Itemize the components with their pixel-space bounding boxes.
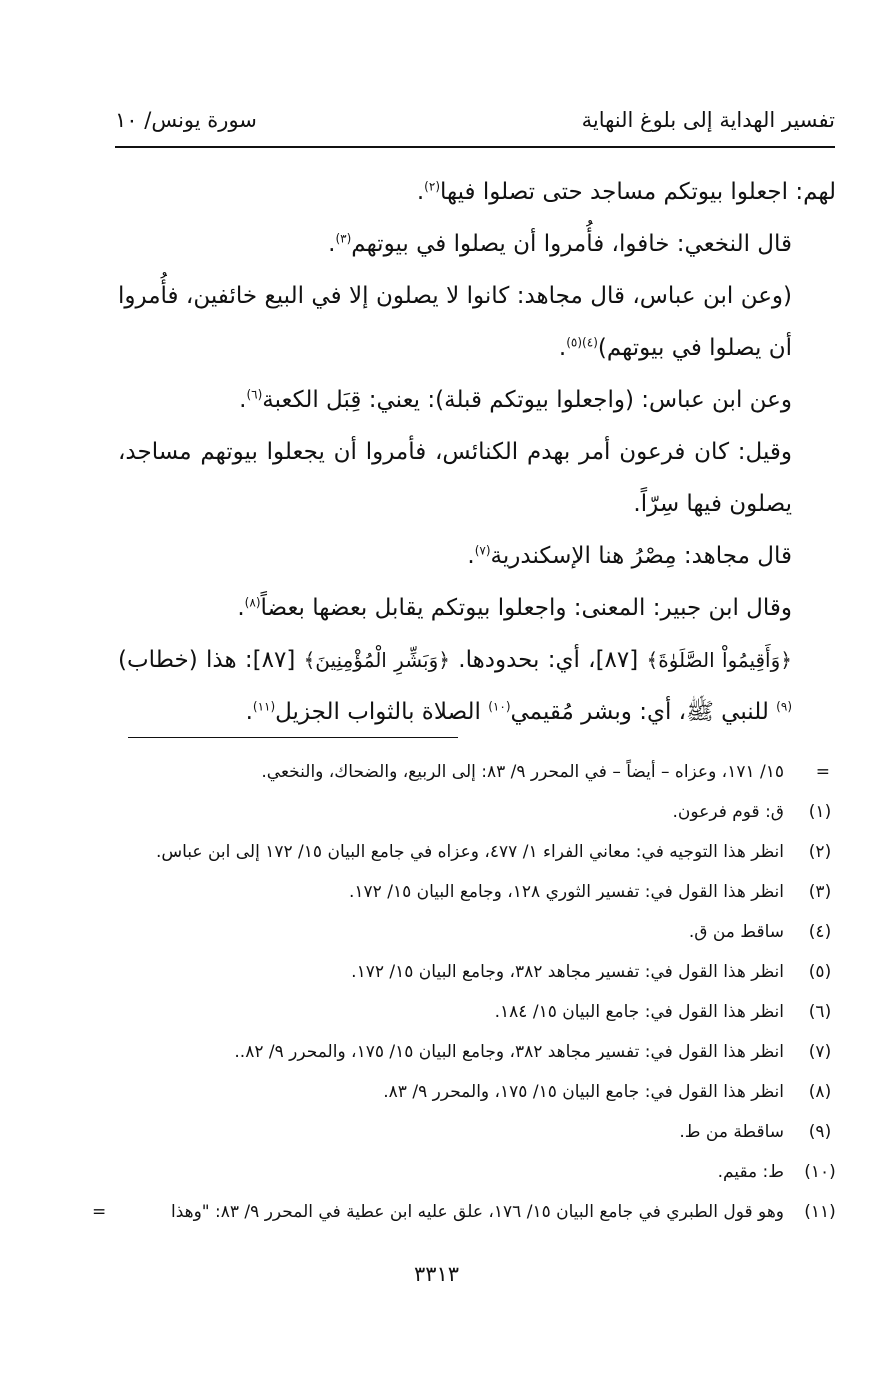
footnote-continuation	[100, 752, 840, 792]
paragraph: وعن ابن عباس: (واجعلوا بيوتكم قبلة): يعني: قِبَل الكعبة$^{(٦)}$.	[239, 387, 792, 413]
quran-verse: ﴿وَأَقِيمُواْ الصَّلَوٰةَ﴾	[646, 648, 792, 672]
footnote-number: (٤)	[808, 922, 832, 942]
paragraph: قال مجاهد: مِصْرُ هنا الإسكندرية$^{(٧)}$.	[467, 543, 792, 569]
footnote-ref: (٢)	[424, 179, 440, 194]
footnote	[100, 1072, 840, 1112]
running-header	[115, 108, 835, 144]
footnote-number: (٦)	[808, 1002, 832, 1022]
paragraph: (وعن ابن عباس، قال مجاهد: كانوا لا يصلون إلا في البيع خائفين، فأُمروا أن يصلوا في بيوتهم)$^{(٤)(٥)}$.	[118, 283, 792, 361]
surah-reference: سورة يونس/ ١٠	[115, 108, 257, 132]
footnote	[100, 912, 840, 952]
footnote-ref: (٨)	[244, 595, 261, 610]
paragraph: وقال ابن جبير: المعنى: واجعلوا بيوتكم يقابل بعضها بعضاً$^{(٨)}$.	[237, 595, 792, 621]
main-text	[118, 166, 836, 738]
footnote-text: ساقط من ق.	[688, 922, 784, 942]
footnote-number: (٧)	[808, 1042, 832, 1062]
header-rule	[115, 146, 835, 148]
footnote-ref: (٤)(٥)	[566, 335, 598, 350]
footnote-number: (١١)	[804, 1202, 836, 1222]
book-title: تفسير الهداية إلى بلوغ النهاية	[581, 108, 835, 132]
footnote	[100, 952, 840, 992]
footnote-number: (١٠)	[804, 1162, 836, 1182]
footnotes	[92, 752, 840, 1232]
footnote-ref: (١١)	[252, 699, 276, 714]
footnote-text: ١٥/ ١٧١، وعزاه – أيضاً – في المحرر ٩/ ٨٣: إلى الربيع، والضحاك، والنخعي.	[261, 762, 784, 782]
footnote-text: انظر هذا القول في: تفسير مجاهد ٣٨٢، وجامع البيان ١٥/ ١٧٥، والمحرر ٩/ ٨٢..	[234, 1042, 784, 1062]
footnote-ref: (١٠)	[488, 699, 511, 714]
footnote	[100, 1032, 840, 1072]
footnote	[92, 1192, 840, 1232]
footnote	[100, 1112, 840, 1152]
footnote	[100, 832, 840, 872]
continuation-mark: =	[815, 762, 830, 782]
footnote	[100, 792, 840, 832]
paragraph: لهم: اجعلوا بيوتكم مساجد حتى تصلوا فيها$^{(٢)}$.	[416, 179, 836, 205]
footnote-ref: (٧)	[474, 543, 491, 558]
paragraph: ﴿وَأَقِيمُواْ الصَّلَوٰةَ﴾ [٨٧]، أي: بحدودها. ﴿وَبَشِّرِ الْمُؤْمِنِينَ﴾ [٨٧]: هذا (خطاب)$^{(٩)}$ للنبي ﷺ، أي: وبشر مُقيمي$^{(١٠)}$ الصلاة بالثواب الجزيل$^{(١١)}$.	[118, 647, 792, 725]
footnote-number: (٨)	[808, 1082, 832, 1102]
footnote-text: انظر هذا القول في: تفسير الثوري ١٢٨، وجامع البيان ١٥/ ١٧٢.	[348, 882, 784, 902]
footnote-ref: (٩)	[776, 699, 792, 714]
footnote-ref: (٦)	[246, 387, 263, 402]
footnote-number: (٩)	[808, 1122, 832, 1142]
footnote-number: (٣)	[808, 882, 832, 902]
footnote	[100, 872, 840, 912]
footnote-text: ساقطة من ط.	[679, 1122, 784, 1142]
quran-verse: ﴿وَبَشِّرِ الْمُؤْمِنِينَ﴾	[303, 648, 451, 672]
footnote-text: انظر هذا القول في: جامع البيان ١٥/ ١٨٤.	[494, 1002, 784, 1022]
footnote-text: وهو قول الطبري في جامع البيان ١٥/ ١٧٦، علق عليه ابن عطية في المحرر ٩/ ٨٣: "وهذا	[170, 1202, 784, 1222]
footnote-ref: (٣)	[335, 231, 352, 246]
footnote-text: ط: مقيم.	[717, 1162, 784, 1182]
footnote-number: (١)	[808, 802, 832, 822]
continuation-mark: =	[92, 1202, 107, 1222]
footnote-text: ق: قوم فرعون.	[672, 802, 784, 822]
footnote-number: (٥)	[808, 962, 832, 982]
paragraph: وقيل: كان فرعون أمر بهدم الكنائس، فأمروا أن يجعلوا بيوتهم مساجد، يصلون فيها سِرّاً.	[118, 439, 792, 517]
footnote-text: انظر هذا القول في: جامع البيان ١٥/ ١٧٥، والمحرر ٩/ ٨٣.	[383, 1082, 784, 1102]
footnote-number: (٢)	[808, 842, 832, 862]
footnote-text: انظر هذا التوجيه في: معاني الفراء ١/ ٤٧٧، وعزاه في جامع البيان ١٥/ ١٧٢ إلى ابن عباس.	[155, 842, 784, 862]
footnote	[100, 992, 840, 1032]
page-number: ٣٣١٣	[413, 1262, 460, 1286]
footnote-rule	[128, 737, 458, 738]
footnote	[100, 1152, 840, 1192]
paragraph: قال النخعي: خافوا، فأُمروا أن يصلوا في بيوتهم$^{(٣)}$.	[328, 231, 792, 257]
footnote-text: انظر هذا القول في: تفسير مجاهد ٣٨٢، وجامع البيان ١٥/ ١٧٢.	[351, 962, 784, 982]
